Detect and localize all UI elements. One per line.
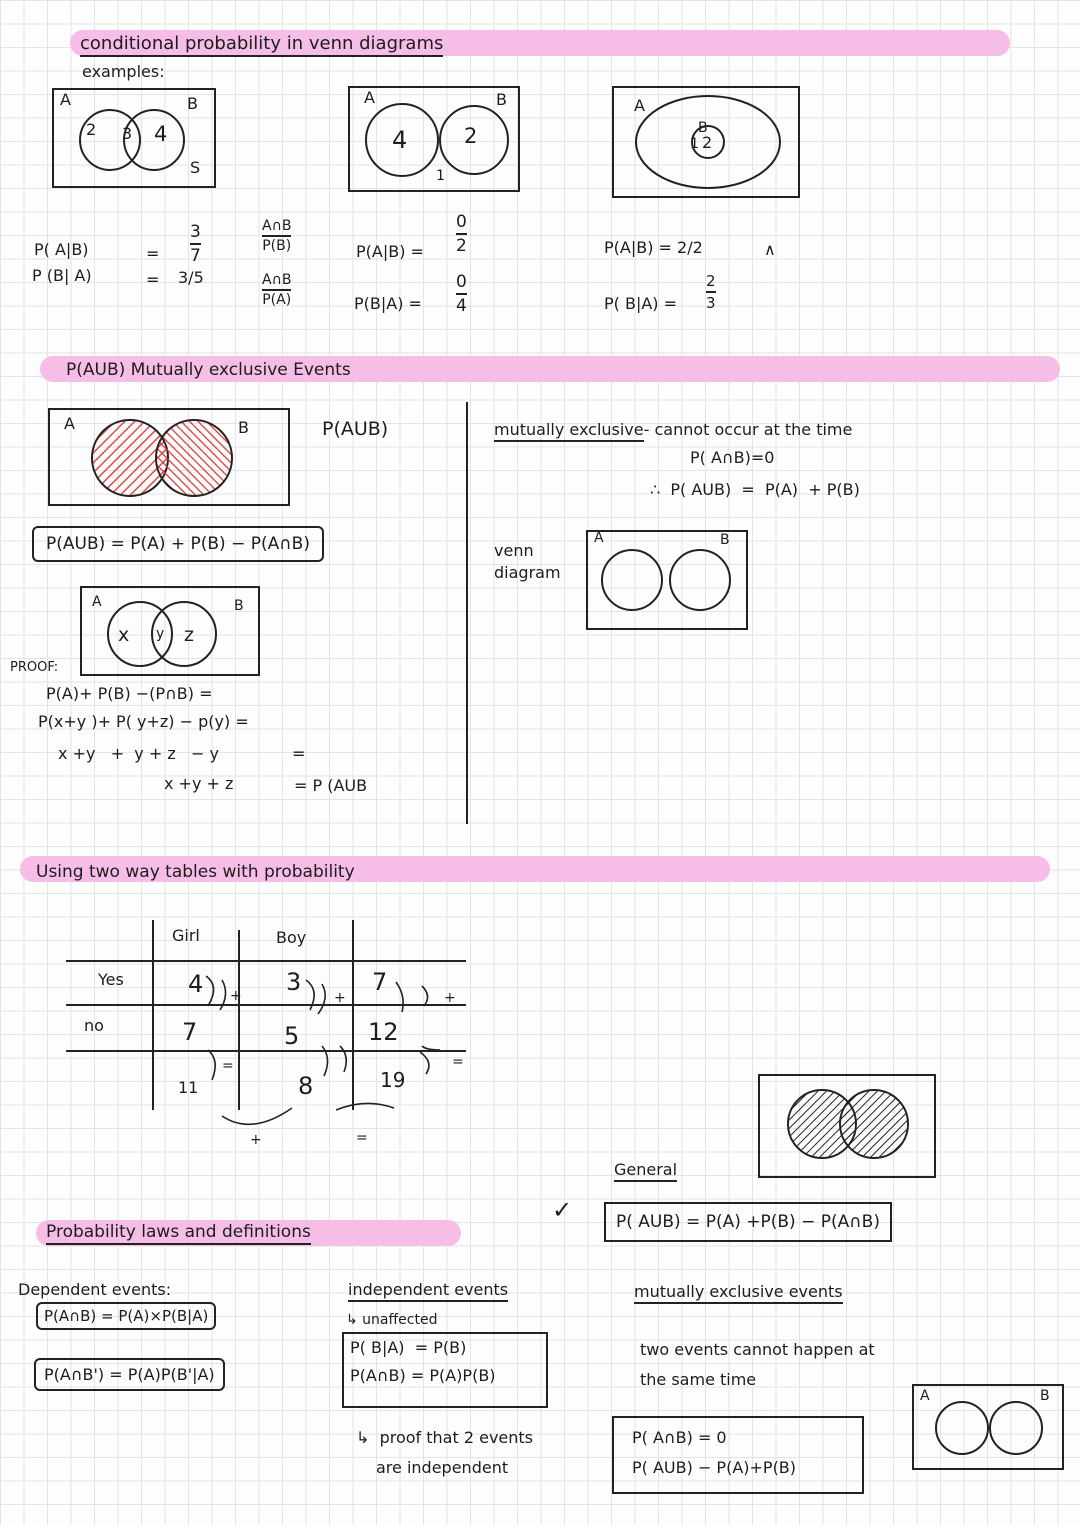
venn-1-label-b: B	[187, 94, 198, 113]
calc-2-f1-numerator: 0	[456, 212, 467, 232]
table-cell: 4	[188, 970, 204, 998]
venn-2-right-value: 2	[464, 124, 478, 148]
calc-3-f2-numerator: 2	[706, 272, 716, 290]
independent-sub: ↳ unaffected	[346, 1312, 438, 1328]
mutual-events-title-text: mutually exclusive events	[634, 1282, 843, 1304]
proof-line-2: P(x+y )+ P( y+z) − p(y) =	[38, 712, 249, 731]
venn-2-label-b: B	[496, 90, 507, 109]
venn-3-outside-value: 1	[690, 136, 699, 152]
venn-5-label-a: A	[92, 594, 102, 610]
venn-3-label-b: B	[698, 120, 708, 136]
mutually-exclusive-term: mutually exclusive	[494, 420, 644, 442]
table-cell: 11	[178, 1078, 199, 1097]
venn-1-label-a: A	[60, 90, 71, 109]
venn-8-circle-a	[936, 1402, 988, 1454]
table-eq: =	[222, 1058, 234, 1074]
venn-1-right-value: 4	[154, 122, 168, 146]
table-row-no: no	[84, 1016, 104, 1035]
mutual-events-desc-1: two events cannot happen at	[640, 1340, 875, 1359]
calc-1-line-1: P( A|B)	[34, 240, 89, 259]
dependent-formula-2: P(A∩B') = P(A)P(B'|A)	[34, 1358, 225, 1391]
mutual-events-title	[634, 1282, 843, 1301]
calc-1-fraction-2: 3/5	[178, 268, 204, 287]
venn-5-x: x	[118, 624, 130, 646]
calc-2-f1-denominator: 2	[456, 236, 467, 256]
calc-1-f1-denominator: 7	[190, 246, 201, 266]
venn-6-label-b: B	[720, 532, 730, 548]
section-heading-laws: Probability laws and definitions	[46, 1222, 311, 1245]
table-plus: +	[444, 990, 456, 1006]
calc-1-eq-1: =	[146, 244, 160, 263]
check-mark-icon: ✓	[552, 1196, 573, 1224]
table-eq: =	[452, 1054, 464, 1070]
mutual-events-formula-2: P( AUB) − P(A)+P(B)	[632, 1458, 797, 1477]
mutually-exclusive-rest: - cannot occur at the time	[643, 420, 853, 439]
independent-proof-2: are independent	[376, 1458, 509, 1477]
table-plus: +	[334, 990, 346, 1006]
venn-8-label-b: B	[1040, 1388, 1050, 1404]
independent-title-text: independent events	[348, 1280, 508, 1302]
dependent-title: Dependent events:	[18, 1280, 172, 1299]
calc-2-line-1: P(A|B) =	[356, 242, 424, 261]
calc-3-f2-denominator: 3	[706, 294, 716, 312]
venn-5-y: y	[156, 626, 165, 642]
table-cell: 19	[380, 1068, 406, 1092]
table-cell: 5	[284, 1022, 300, 1050]
mutual-events-formula-1: P( A∩B) = 0	[632, 1428, 727, 1447]
table-col-girl: Girl	[172, 926, 200, 945]
venn-3-inner-value: 2	[702, 133, 713, 152]
venn-8-label-a: A	[920, 1388, 930, 1404]
venn-7-circle-b	[840, 1090, 908, 1158]
venn-8-circle-b	[990, 1402, 1042, 1454]
calc-1-f1-numerator: 3	[190, 222, 201, 242]
calc-1-r1-numerator: A∩B	[262, 218, 292, 234]
calc-1-r1-denominator: P(B)	[262, 238, 292, 254]
table-cell: 7	[372, 968, 388, 996]
calc-3-mark: ∧	[764, 240, 776, 259]
table-col-boy: Boy	[276, 928, 307, 947]
examples-label: examples:	[82, 62, 165, 81]
table-cell: 12	[368, 1018, 399, 1046]
independent-formula-2: P(A∩B) = P(A)P(B)	[350, 1366, 496, 1385]
table-plus: +	[250, 1132, 262, 1148]
venn-1-mid-value: 3	[122, 124, 133, 143]
calc-1-r2-numerator: A∩B	[262, 272, 292, 288]
table-cell: 7	[182, 1018, 198, 1046]
table-row-yes: Yes	[98, 970, 124, 989]
section-heading-union: P(AUB) Mutually exclusive Events	[66, 360, 351, 380]
venn-2-outside-value: 1	[436, 168, 445, 184]
mutual-events-desc-2: the same time	[640, 1370, 757, 1389]
p-aub-label: P(AUB)	[322, 418, 389, 440]
proof-eq-3: =	[292, 744, 306, 763]
venn-4-label-b: B	[238, 418, 249, 437]
section-heading-conditional: conditional probability in venn diagrams	[80, 33, 443, 57]
venn-1-outside-value: S	[190, 158, 201, 177]
general-title	[614, 1160, 677, 1179]
venn-diagram-label: venn diagram	[494, 541, 561, 582]
table-cell: 3	[286, 968, 302, 996]
venn-5-z: z	[184, 624, 194, 646]
general-title-text: General	[614, 1160, 677, 1182]
table-eq: =	[356, 1130, 368, 1146]
section-heading-twoway: Using two way tables with probability	[36, 862, 355, 882]
proof-line-1: P(A)+ P(B) −(P∩B) =	[46, 684, 213, 703]
proof-label: PROOF:	[10, 660, 59, 675]
venn-7-circles	[758, 1074, 936, 1178]
calc-2-f2-numerator: 0	[456, 272, 467, 292]
table-plus: +	[230, 988, 242, 1004]
mutually-formula-2: ∴ P( AUB) = P(A) + P(B)	[650, 480, 860, 499]
calc-3-line-1: P(A|B) = 2/2	[604, 238, 703, 257]
independent-formula-1: P( B|A) = P(B)	[350, 1338, 467, 1357]
venn-2-label-a: A	[364, 88, 375, 107]
proof-line-4b: = P (AUB	[294, 776, 368, 795]
calc-2-line-2: P(B|A) =	[354, 294, 422, 313]
calc-1-r2-denominator: P(A)	[262, 292, 292, 308]
table-cell: 8	[298, 1072, 314, 1100]
general-formula-box: P( AUB) = P(A) +P(B) − P(A∩B)	[604, 1202, 892, 1242]
mutually-formula-1: P( A∩B)=0	[690, 448, 775, 467]
venn-2-left-value: 4	[392, 126, 408, 154]
calc-3-line-2: P( B|A) =	[604, 294, 678, 313]
venn-3-label-a: A	[634, 96, 645, 115]
calc-1-eq-2: =	[146, 270, 160, 289]
venn-6-label-a: A	[594, 530, 604, 546]
calc-2-f2-denominator: 4	[456, 296, 467, 316]
dependent-formula-1: P(A∩B) = P(A)×P(B|A)	[36, 1302, 216, 1330]
independent-proof-1: ↳ proof that 2 events	[356, 1428, 534, 1447]
calc-1-line-2: P (B| A)	[32, 266, 92, 285]
independent-title	[348, 1280, 508, 1299]
union-formula-box: P(AUB) = P(A) + P(B) − P(A∩B)	[32, 526, 324, 562]
venn-1-left-value: 2	[86, 120, 97, 139]
proof-line-3: x +y + y + z − y	[58, 744, 219, 763]
venn-5-label-b: B	[234, 598, 244, 614]
proof-line-4: x +y + z	[164, 774, 234, 793]
venn-4-label-a: A	[64, 414, 75, 433]
